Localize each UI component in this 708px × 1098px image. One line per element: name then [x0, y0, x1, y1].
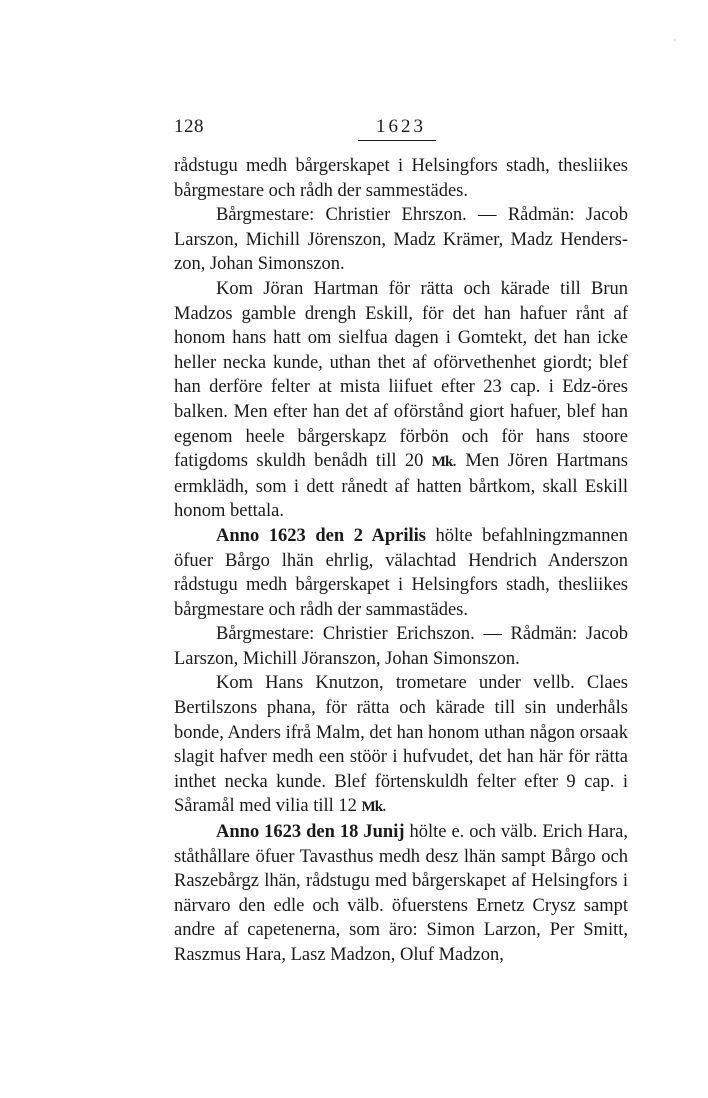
paragraph-text: Bårgmestare: Christier Erichszon. — Rådmän: Jacob Larszon, Michill Jöranszon, Johan Simonszon. — [174, 624, 628, 669]
paragraph-text: Kom Jöran Hartman för rätta och kärade till Brun Madzos gamble drengh Eskill, för det han hafuer rånt af honom hans hatt om sielfua dagen i Gomtekt, det han icke heller necka kunde, uthan thet af oförvethenhet giordt; blef han derföre felter at mista liifuet efter 23 cap. i Edz-öres balken. Men efter han det af oförstånd giort hafuer, blef han egenom heele bårgerskapz förbön och för hans stoore fatigdoms skuldh benådh till 20 — [174, 278, 628, 472]
date-heading: Anno 1623 den 2 Aprilis — [216, 525, 426, 546]
paragraph-text: Bårgmestare: Christier Ehrszon. — Rådmän: Jacob Larszon, Michill Jörenszon, Madz Krämer, Madz Henders-zon, Johan Simonszon. — [174, 205, 628, 275]
body-text — [174, 154, 628, 968]
paragraph — [174, 203, 628, 277]
running-head-year: 1623 — [358, 116, 436, 141]
date-heading: Anno 1623 den 18 Junij — [216, 822, 405, 843]
paragraph-text: Kom Hans Knutzon, trometare under vellb. Claes Bertilszons phana, för rätta och kärade till sin underhåls bonde, Anders ifrå Malm, det han honom uthan någon orsaak slagit hafver medh een stöör i hufvudet, det han här för rätta inthet necka kunde. Blef förtenskuldh felter efter 9 cap. i Såramål med vilia till 12 — [174, 673, 628, 817]
paragraph — [174, 820, 628, 968]
mark-currency-symbol: Mk — [361, 799, 383, 816]
paragraph — [174, 277, 628, 524]
paragraph-text: rådstugu medh bårgerskapet i Helsingfors stadh, thesliikes bårgmestare och rådh der sammestädes. — [174, 156, 628, 201]
paragraph-text: hölte e. och välb. Erich Hara, ståthållare öfuer Tavasthus medh desz lhän sampt Bårgo och Raszebårgz lhän, rådstugu med bårgerskapet af Helsingfors i närvaro den edle och välb. öfuerstens Ernetz Crysz sampt andre af capetenerna, som äro: Simon Larzon, Per Smitt, Raszmus Hara, Lasz Madzon, Oluf Madzon, — [174, 822, 628, 965]
mark-currency-symbol: Mk — [431, 454, 453, 471]
paragraph-text: . — [382, 796, 387, 817]
paragraph-text: hölte befahlningzmannen öfuer Bårgo lhän ehrlig, välachtad Hendrich Anderszon rådstugu medh bårgerskapet i Helsingfors stadh, thesliikes bårgmestare och rådh der sammastädes. — [174, 525, 628, 620]
page-number: 128 — [174, 116, 204, 137]
paragraph — [174, 671, 628, 820]
paragraph — [174, 154, 628, 203]
paragraph — [174, 622, 628, 671]
paragraph — [174, 524, 628, 622]
page-header — [0, 112, 708, 142]
margin-speck: · — [673, 36, 676, 45]
paragraph-text: . Men Jören Hartmans ermklädh, som i dett rånedt af hatten bårtkom, skall Eskill honom bettala. — [174, 451, 629, 522]
